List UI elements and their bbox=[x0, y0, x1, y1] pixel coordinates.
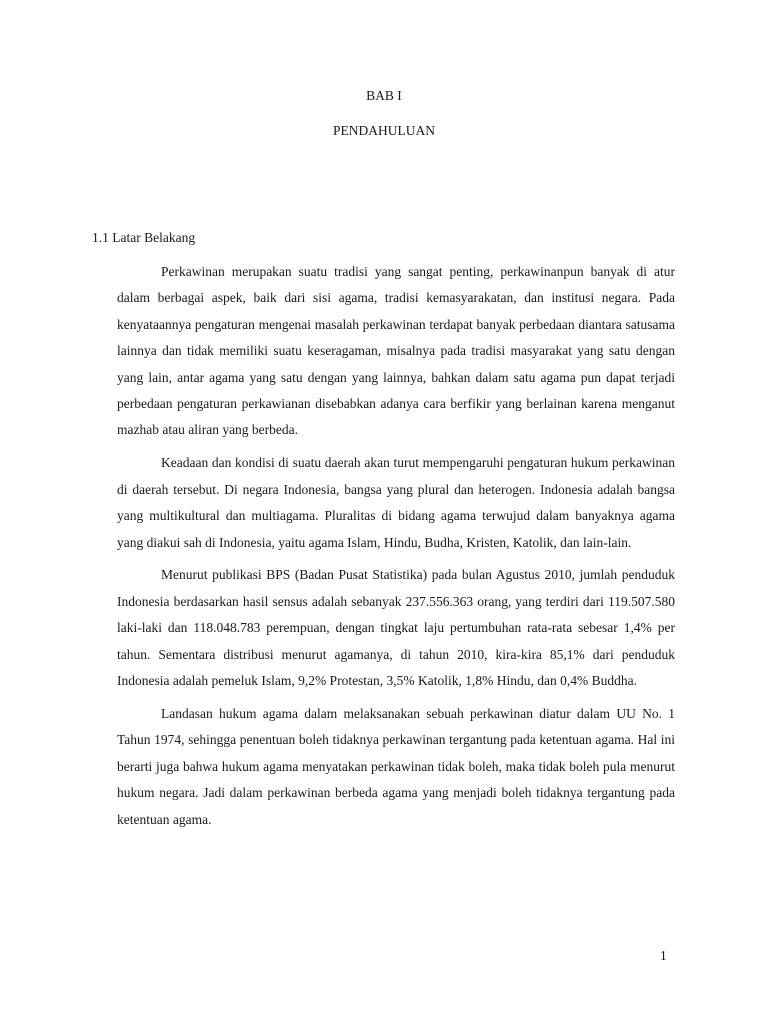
chapter-title: BAB I bbox=[366, 88, 402, 103]
paragraph-1: Perkawinan merupakan suatu tradisi yang sangat penting, perkawinanpun banyak di atur dalam berbagai aspek, baik dari sisi agama, tradisi kemasyarakatan, dan institusi negara. Pada kenyataannya pengaturan mengenai masalah perkawinan terdapat banyak perbedaan diantara satusama lainnya dan tidak memiliki suatu keseragaman, misalnya pada tradisi masyarakat yang satu dengan yang lain, antar agama yang satu dengan yang lainnya, bahkan dalam satu agama pun dapat terjadi perbedaan pengaturan perkawianan disebabkan adanya cara berfikir yang berlainan karena menganut mazhab atau aliran yang berbeda. bbox=[117, 264, 675, 438]
chapter-subtitle: PENDAHULUAN bbox=[333, 123, 435, 138]
paragraph-4: Landasan hukum agama dalam melaksanakan sebuah perkawinan diatur dalam UU No. 1 Tahun 1974, sehingga penentuan boleh tidaknya perkawinan tergantung pada ketentuan agama. Hal ini berarti juga bahwa hukum agama menyatakan perkawinan tidak boleh, maka tidak boleh pula menurut hukum negara. Jadi dalam perkawinan berbeda agama yang menjadi boleh tidaknya tergantung pada ketentuan agama. bbox=[117, 706, 675, 827]
body-text bbox=[117, 259, 675, 840]
paragraph-3: Menurut publikasi BPS (Badan Pusat Statistika) pada bulan Agustus 2010, jumlah penduduk Indonesia berdasarkan hasil sensus adalah sebanyak 237.556.363 orang, yang terdiri dari 119.507.580 laki-laki dan 118.048.783 perempuan, dengan tingkat laju pertumbuhan rata-rata sebesar 1,4% per tahun. Sementara distribusi menurut agamanya, di tahun 2010, kira-kira 85,1% dari penduduk Indonesia adalah pemeluk Islam, 9,2% Protestan, 3,5% Katolik, 1,8% Hindu, dan 0,4% Buddha. bbox=[117, 567, 675, 689]
section-heading: 1.1 Latar Belakang bbox=[92, 230, 196, 245]
page-number: 1 bbox=[660, 948, 667, 963]
paragraph-2: Keadaan dan kondisi di suatu daerah akan turut mempengaruhi pengaturan hukum perkawinan di daerah tersebut. Di negara Indonesia, bangsa yang plural dan heterogen. Indonesia adalah bangsa yang multikultural dan multiagama. Pluralitas di bidang agama terwujud dalam banyaknya agama yang diakui sah di Indonesia, yaitu agama Islam, Hindu, Budha, Kristen, Katolik, dan lain-lain. bbox=[117, 455, 675, 550]
